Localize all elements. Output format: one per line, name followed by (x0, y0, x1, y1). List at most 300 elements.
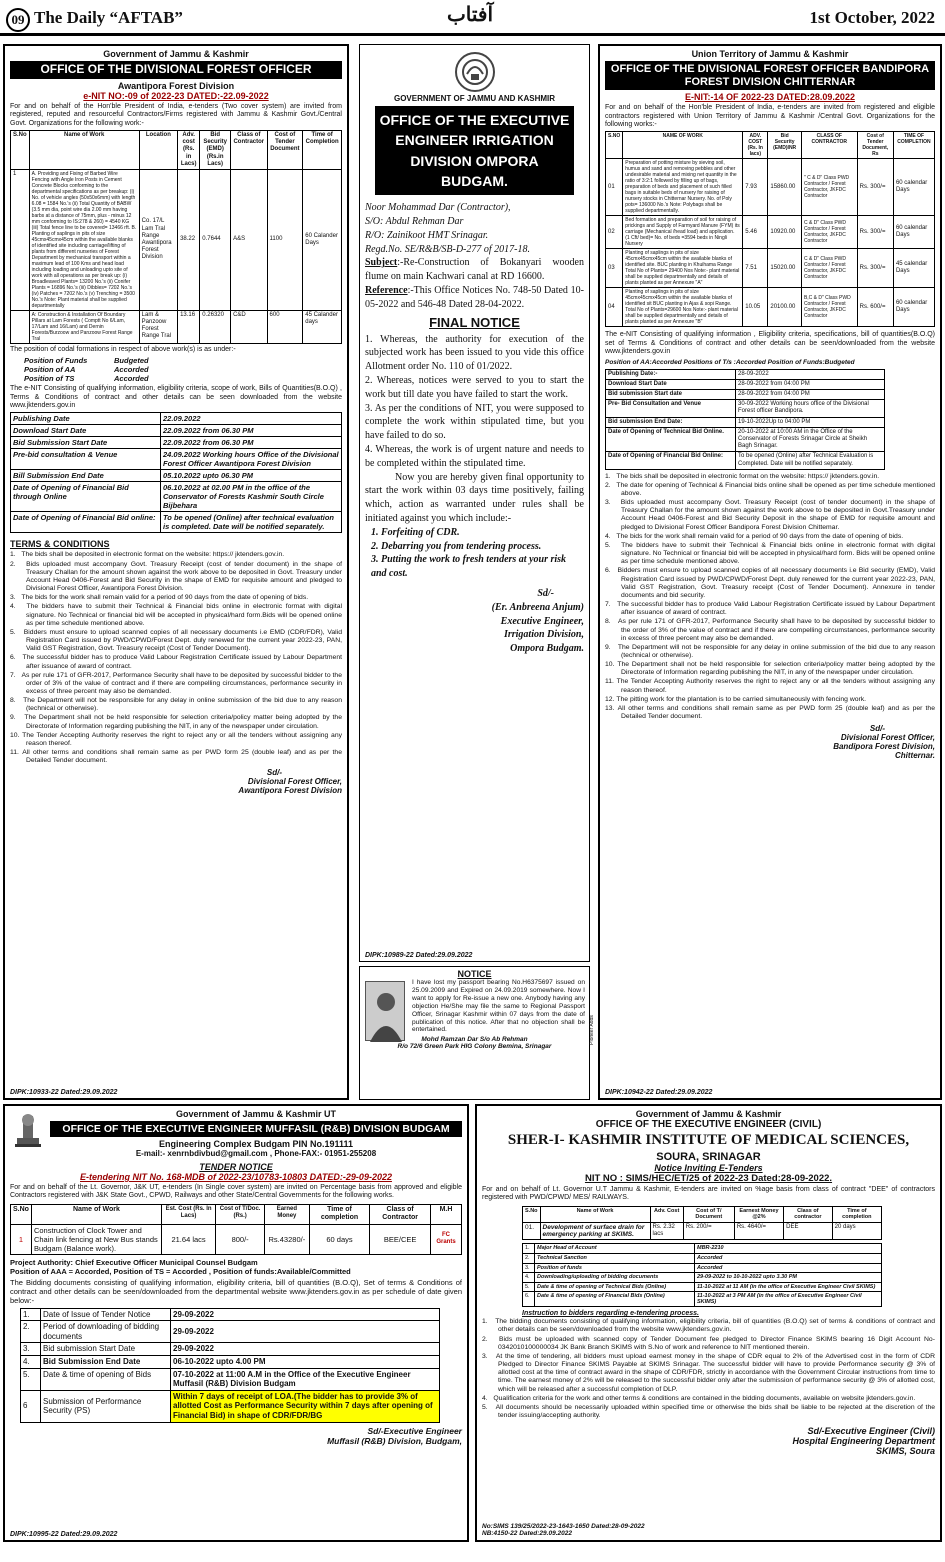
term-text: The pitting work for the plantation is to be carried simultaneously with fencing work. (616, 695, 867, 703)
dipk-number: DIPK:10989-22 Dated:29.09.2022 (365, 952, 473, 959)
table-row (606, 390, 885, 400)
list-item: 3. Bids uploaded must accompany Govt. Treasury Receipt (cost of tender document) in the shape of Treasury Challan for the amount shown against the work above to be deposited in Govt.Treasury under Account Head 0406-Forest and Bid Security Deposit in the shape of EMD for requisite amount and pledged to Divisional Forest Officer Bandipora Forest Division Chittemar. (605, 499, 935, 531)
schedule-label: Bid submission End Date: (606, 417, 736, 427)
schedule-value: 29-09-2022 (171, 1321, 440, 1343)
newspaper-name: The Daily “AFTAB” (34, 8, 183, 27)
subject-line (365, 256, 584, 284)
notice-title: NOTICE (457, 969, 492, 979)
schedule-value: 28-09-2022 from 04:00 PM (736, 379, 885, 389)
table-cell: 45 calendar Days (893, 249, 934, 288)
list-item: 10. The Tender Accepting Authority reserves the right to reject any or all the tenders without assigning any reason thereof. (10, 731, 342, 747)
letter-body (365, 201, 584, 656)
info-value: 29-09-2022 to 10-10-2022 upto 3.30 PM (695, 1273, 882, 1283)
ref-number: No:SIMS 139/25/2022-23-1643-1650 Dated:28-09-2022 (482, 1523, 645, 1530)
issue-date: 1st October, 2022 (809, 8, 935, 27)
table-cell: 800/- (216, 1224, 265, 1254)
table-cell: 60 calendar Days (893, 288, 934, 327)
signature-block (605, 724, 935, 760)
schedule-label: Period of downloading of bidding documents (41, 1321, 171, 1343)
table-cell: B,C & D" Class PWD Contractor / Forest Contractor, JKFDC Contractor (801, 288, 857, 327)
table-row (21, 1368, 440, 1390)
list-item: 2. Bids must be uploaded with scanned copy of Tender Document fee pledged to Director Finance SKIMS bearing 16 Digit Account No-0342010100000034 JK Bank Branch SKIMS with S.No of work and reference to NIT mentioned therein. (482, 1335, 935, 1351)
table-cell: Rs. 200/= (683, 1222, 734, 1239)
ad-office-title: OFFICE OF THE DIVISIONAL FOREST OFFICER (10, 61, 342, 79)
term-text: The bids shall be deposited in electronic format on the website: https:// jktenders.gov.in. (616, 472, 880, 480)
term-text: The Department shall not be held responsible for selection criteria/policy matter being adopted by the Directorate of Information regarding publishing the NIT, in any of the newspaper under circulation. (617, 661, 935, 677)
codal-value: Budgeted (114, 356, 149, 366)
instruction-text: All documents should be necessarily uploaded within specified time or otherwise the bids shall be liable to be rejected at the discretion of the tender issuing/accepting authority. (495, 1403, 935, 1420)
schedule-value: 29-09-2022 (171, 1308, 440, 1321)
table-cell: 02 (606, 216, 623, 249)
schedule-value: 30-09-2022 Working hours office of the Divisional Forest officer Bandipora. (736, 400, 885, 417)
table-cell (11, 310, 30, 343)
list-item: 1. The bidding documents consisting of qualifying information, eligibility criteria, bill of quantities (B.O.Q) set of terms & conditions of contract and other details can be seen/downloaded from the website www.jktenders.gov.in. (482, 1318, 935, 1334)
table-header: Class of contractor (784, 1206, 833, 1222)
table-header: S.No (11, 1204, 32, 1224)
addressee-line: S/O: Abdul Rehman Dar (365, 215, 464, 227)
table-row (11, 425, 342, 437)
table-cell: 20100.00 (768, 288, 802, 327)
state-emblem-icon (455, 52, 495, 92)
schedule-label: Bid submission Start date (606, 390, 736, 400)
table-cell: A: Construction & Installation Of Boundary Pillars at Lam Forests ( Comptt No 6/Lam, 17/Lam and 16/Lam) and Dernin Forests/Burzoow and Panzoow Forest Range Tral (29, 310, 139, 343)
list-item: 9. The Department shall not be held responsible for selection criteria/policy matter being adopted by the Directorate of Information regarding publishing the NIT, in any of the newspaper under circulation. (10, 714, 342, 730)
awantipora-forest-tender-ad (3, 44, 349, 1100)
info-label: Downloading/uploading of bidding documents (535, 1273, 695, 1283)
table-header: Name of Work (540, 1206, 650, 1222)
reference-numbers (482, 1523, 645, 1537)
table-row (523, 1282, 882, 1292)
table-header: S.No (523, 1206, 541, 1222)
reference-line (365, 284, 584, 312)
table-header: Name of Work (29, 130, 139, 169)
term-text: The Department shall not be held responsible for selection criteria/policy matter being adopted by the Directorate of Information regarding publishing the NIT, in any of the newspaper under circulation. (24, 714, 342, 730)
table-cell: 45 Calander days (303, 310, 342, 343)
table-cell: 0.7644 (200, 169, 231, 310)
table-cell: 60 Calander Days (303, 169, 342, 310)
signature-block (365, 587, 584, 656)
codal-list (24, 356, 342, 383)
work-table (10, 1204, 462, 1255)
instruction-list (482, 1318, 935, 1420)
codal-label: Position of Funds (24, 356, 88, 366)
table-header: Location (139, 130, 177, 169)
list-item: 3. At the time of tendering, all bidders must upload earnest money in the shape of CDR equal to 2% of the Advertised cost in the form of CDR Pledged to Director Finance SKIMS Payable at SKIMS Srinagar. The successful bidder will have to provide Performance security @ 3% of allotted cost at the time of contract award in the shape of CDR/FDR, strictly in accordance with the Government Circular instructions from time to time. The earnest money of 2% will be released to the successful bidder only after the submission of performance security @ 3% of allotted cost, which will be released after a successful completion of DLP. (482, 1352, 935, 1393)
table-header: Time of completion (309, 1204, 370, 1224)
codal-row (24, 374, 342, 383)
info-value: Accorded (695, 1263, 882, 1273)
schedule-label: Date of Opening of Financial Bid online: (11, 512, 161, 533)
table-row (606, 427, 885, 452)
info-label: Technical Sanction (535, 1253, 695, 1263)
term-text: The Tender Accepting Authority reserves the right to reject any or all the tenders without assigning any reason thereof. (616, 678, 935, 694)
reference-label: Reference (365, 284, 408, 296)
table-cell: FC Grants (431, 1224, 462, 1254)
signature-line: (Er. Anbreena Anjum) (491, 601, 584, 613)
table-header: Bid Security (EMD)INR (768, 132, 802, 159)
list-item: 6. Bidders must ensure to upload scanned copies of all necessary documents i.e Bid security (EMD), Valid Registration Card issued by PWD/CPWD/Forest Dept. duly renewed for the current year 2022-23, PAN, Valid GST Registration, Govt. Treasury receipt (Cost of Tender Document). Annexure in tender documents and bid security. (605, 567, 935, 599)
term-text: As per rule 171 of GFR-2017, Performance Security shall have to be deposited by successful bidder to the order of 3% of the value of contract and if there are compelling circumstances, performance security in excess of three percent may also be demanded. (617, 618, 935, 642)
terms-list (605, 473, 935, 722)
table-header: Earnest Money @2% (734, 1206, 783, 1222)
subject-label: Subject (365, 257, 398, 269)
list-item: 13. All other terms and conditions shall remain same as per PWD form 25 (double leaf) and as per the Detailed Tender document. (605, 704, 935, 721)
table-row (21, 1321, 440, 1343)
action-item: 3. Putting the work to fresh tenders at your risk and cost. (371, 554, 567, 580)
info-num: 6. (523, 1292, 535, 1307)
table-cell: Rs. 4640/= (734, 1222, 783, 1239)
table-row (523, 1273, 882, 1283)
schedule-value: 29-09-2022 (171, 1343, 440, 1356)
schedule-label: Publishing Date (11, 413, 161, 425)
page-number: 09 (6, 8, 30, 32)
table-header-row (11, 130, 342, 169)
schedule-value: 24.09.2022 Working hours Office of the Divisional Forest Officer Awantipora Forest Division (161, 449, 342, 470)
instruction-text: At the time of tendering, all bidders must upload earnest money in the shape of CDR equal to 2% of the Advertised cost in the form of CDR Pledged to Director Finance SKIMS Payable at SKIMS Srinagar. The successful bidder will have to provide Performance security @ 3% of allotted cost at the time of contract award in the shape of CDR/FDR, strictly in accordance with the Government Circular instructions from time to time. The earnest money of 2% will be released to the successful bidder only after the submission of performance security @ 3% of allotted cost, which will be released after a successful completion of DLP. (495, 1352, 935, 1393)
schedule-value: 28-09-2022 (736, 369, 885, 379)
table-header-row (523, 1206, 882, 1222)
ref-number: NB:4150-22 Dated:29.09.2022 (482, 1530, 572, 1537)
term-text: The bidders have to submit their Technical & Financial bids online in electronic format with digital signature. No Technical or financial bid will be accepted in physical/hard form. Bids will be opened online as per time schedule mentioned above. (621, 541, 935, 566)
subject-text: :-Re-Construction of Bokanyari wooden flume on main Kachwari canal at RD 16600. (365, 257, 584, 283)
schedule-label: Pre-bid consultation & Venue (11, 449, 161, 470)
table-cell: Rs. 600/= (857, 288, 893, 327)
term-text: The Department will not be responsible for any delay in online submission of the bid due to any reason (technical or otherwise). (23, 697, 342, 713)
table-cell: 0.26320 (200, 310, 231, 343)
schedule-value: 05.10.2022 upto 06.30 PM (161, 470, 342, 482)
institute-place: SOURA, SRINAGAR (656, 1151, 761, 1163)
signature-line: Divisional Forest Officer, (840, 733, 935, 743)
schedule-num: 1. (21, 1308, 41, 1321)
table-header: Est. Cost (Rs. In Lacs) (161, 1204, 215, 1224)
table-header: Name of Work (31, 1204, 161, 1224)
table-cell: Preparation of potting mixture by sieving soil, humus and sand and removing pebbles and other undesirable material and mixing net quantity in the ratio of 3:2:1 followed by filling up of bags, preparation of beds and placement of such filled bags in suitable beds of nursery for raising of nursery stocks in Chitternar Nursery. No. of Poly pots= 136000 No.'s Note: Polybags shall be supplied departmentally. (623, 159, 743, 216)
enit-text: The e-NIT Consisting of qualifying information , Eligibility criteria, specifications, bill of quantities(B.O.Q) set of Terms & Conditions of contract and other details can be seen/downloaded from the website www.jktenders.gov.in (605, 331, 935, 356)
project-authority: Project Authority: Chief Executive Officer Municipal Counsel Budgam (10, 1257, 258, 1267)
table-header: CLASS OF CONTRACTOR (801, 132, 857, 159)
action-item: 1. Forfeiting of CDR. (371, 526, 460, 538)
signature-block (10, 1426, 462, 1446)
table-cell: Rs.43280/- (265, 1224, 310, 1254)
table-header: Cost of Tender Document, Rs (857, 132, 893, 159)
ad-gov-line: GOVERNMENT OF JAMMU AND KASHMIR (393, 94, 556, 103)
table-cell: 60 calendar Days (893, 216, 934, 249)
dipk-number: DIPK:10942-22 Dated:29.09.2022 (605, 1089, 713, 1096)
schedule-label: Date of Opening of Technical Bid Online. (606, 427, 736, 452)
info-num: 5. (523, 1282, 535, 1292)
table-cell: Development of surface drain for emergency parking at SKIMS. (540, 1222, 650, 1239)
term-text: The bidders have to submit their Technical & Financial bids online in electronic format with digital signature. No Technical or financial bid will be accepted in physical/hard form.Bids will be opened online as per time schedule mentioned above. (26, 603, 342, 627)
notice-paragraph: 1. Whereas, the authority for execution of the subjected work has been issued to you vide this office Allotment order No. 110 of 01/2022. (365, 333, 584, 373)
term-text: All other terms and conditions shall remain same as per PWD form 25 (double leaf) and as per the Detailed Tender document. (22, 749, 342, 765)
work-table (522, 1206, 882, 1241)
table-cell: 60 calendar Days (893, 159, 934, 216)
table-header: Cost of T/ Document (683, 1206, 734, 1222)
ad-office-title: OFFICE OF THE EXECUTIVE ENGINEER IRRIGATION DIVISION OMPORA BUDGAM. (375, 106, 574, 195)
table-cell: 01. (523, 1222, 541, 1239)
signature-line: Sd/- (266, 768, 282, 778)
instruction-text: The bidding documents consisting of qualifying information, eligibility criteria, bill of quantities (B.O.Q) set of terms & conditions of contract and other details can be seen/downloaded from the website www.jktenders.gov.in. (495, 1318, 935, 1334)
notice-text: I have lost my passport bearing No.H6375697 issued on 25.09.2009 and Expired on 24.09.2019 somewhere. Now I want to apply for Re-issue a new one. Anybody having any objection He/She may file the same to Regional Passport Officer, Srinagar Kashmir within 07 days from the date of publication of this notice. After that no objection shall be entertained. (412, 979, 585, 1034)
signature-line: Sd/-Executive Engineer (Civil) (807, 1426, 935, 1437)
table-cell: 04 (606, 288, 623, 327)
table-cell: Lam & Panzoow Forest Range Tral (139, 310, 177, 343)
table-row (523, 1222, 882, 1239)
term-text: The Department will not be responsible for any delay in online submission of the bid due to any reason (technical or otherwise). (617, 643, 935, 659)
dipk-number: DIPK:10933-22 Dated:29.09.2022 (10, 1089, 118, 1096)
notice-paragraph: 2. Whereas, notices were served to you to start the work but till date you have failed to start the work. (365, 374, 584, 400)
info-value: 11-10-2022 at 3 PM AM (in the office of Executive Engineer Civil SKIMS) (695, 1292, 882, 1307)
ad-complex: Engineering Complex Budgam PIN No.191111 (158, 1139, 354, 1150)
table-header: Bid Security (EMD) (Rs.in Lacs) (200, 130, 231, 169)
notice-paragraph: Now you are hereby given final opportunity to start the work within 03 days time positively, failing which, action as warranted under rules shall be initiated against you which include:- (365, 471, 584, 524)
table-row (21, 1343, 440, 1356)
signature-line: Chitternar. (894, 751, 935, 761)
schedule-num: 5. (21, 1368, 41, 1390)
notice-paragraph: 3. As per the conditions of NIT, you were supposed to complete the work within stipulated time, but you have failed to do so. (365, 402, 584, 442)
table-cell: Planting of saplings in pits of size 45cmx45cmx45cm within the available blanks of identified sit BUC planting in Ajas & sopi Range. Total No of Plants=29600 Nos Note:- plant material shall be supplied departmentally and details of plants planted as per Annexure "B" (623, 288, 743, 327)
list-item: 1. The bids shall be deposited in electronic format on the website: https:// jktenders.gov.in. (10, 551, 285, 559)
info-value: Accorded (695, 1253, 882, 1263)
term-text: Bids uploaded must accompany Govt. Treasury Receipt (cost of tender document) in the shape of Treasury Challan for the amount shown against the work above to be deposited in Govt.Treasury under Account Head 0406-Forest and Bid Security Deposit in the shape of EMD for requisite amount and pledged to Divisional Forest Officer Bandipora Forest Division Chittemar. (620, 499, 935, 531)
table-cell: A&S (231, 169, 267, 310)
list-item: 12. The pitting work for the plantation is to be carried simultaneously with fencing work. (605, 695, 867, 703)
table-cell: C & D" Class PWD Contractor / Forest Contractor, JKFDC Contractor (801, 216, 857, 249)
schedule-num: 3. (21, 1343, 41, 1356)
work-table (10, 130, 342, 344)
term-text: Bids uploaded must accompany Govt. Treasury Receipt (cost of tender document) in the shape of Treasury Challan for the amount shown against the work above to be deposited in Govt. Treasury under Account Head 0406-Forest and Bid Security in the shape of EMD for requisite amount and pledged to Divisional Forest Officer, Awantipora Forest Division. (26, 560, 342, 593)
table-row (606, 400, 885, 417)
schedule-value: 28-09-2022 from 04:00 PM (736, 390, 885, 400)
ad-nit-number: E-tendering NIT No. 168-MDB of 2022-23/10783-10803 DATED:-29-09-2022 (80, 1172, 392, 1183)
ad-intro: For and on behalf of the Hon'ble President of India, e-tenders are invited from registered and eligible contractors registered with Union Territory of Jammu & Kashmir /Central Govt. Organizations for the following works:- (605, 104, 935, 129)
info-num: 3. (523, 1263, 535, 1273)
table-cell: Rs. 300/= (857, 249, 893, 288)
schedule-value: 07-10-2022 at 11:00 A.M in the Office of the Executive Engineer Muffasil (R&B) Division Budgam (171, 1368, 440, 1390)
pioneer-adds-label: Pioneer Adds (589, 1015, 596, 1045)
list-item: 7. The successful bidder has to produce Valid Labour Registration Certificate issued by Labour Department after issuance of award of contract. (605, 601, 935, 617)
table-cell: 600 (267, 310, 303, 343)
addressee-line: Regd.No. SE/R&B/SB-D-277 of 2017-18. (365, 243, 530, 255)
signature-line: Sd/- (869, 724, 885, 734)
table-cell: 7.51 (743, 249, 768, 288)
signature-line: Bandipora Forest Division, (833, 742, 935, 752)
table-cell: " C & D" Class PWD Contractor / Forest Contractor, JKFDC Contractor (801, 159, 857, 216)
table-header: NAME OF WORK (623, 132, 743, 159)
list-item: 4. The bids for the work shall remain valid for a period of 90 days from the date of opening of bids. (605, 532, 904, 540)
term-text: The Tender Accepting Authority reserves the right to reject any or all the tenders without assigning any reason thereof. (22, 731, 342, 747)
table-cell: C&D (231, 310, 267, 343)
schedule-label: Date of Issue of Tender Notice (41, 1308, 171, 1321)
passport-lost-notice (359, 966, 596, 1100)
signature-line: Hospital Engineering Department (792, 1436, 935, 1447)
term-text: The bids for the work shall remain valid for a period of 90 days from the date of opening of bids. (616, 532, 904, 540)
dipk-number: DIPK:10995-22 Dated:29.09.2022 (10, 1531, 118, 1538)
table-row (11, 310, 342, 343)
positions-line: Position of AAA = Accorded, Position of TS = Accorded , Position of funds:Available/Committed (10, 1266, 351, 1276)
table-header: Adv. Cost (650, 1206, 683, 1222)
notice-paragraph: 4. Whereas, the work is of urgent nature and needs to be completed within the stipulated time. (365, 443, 584, 469)
institute-name: SHER-I- KASHMIR INSTITUTE OF MEDICAL SCIENCES, (507, 1132, 910, 1148)
terms-title: TERMS & CONDITIONS (10, 539, 110, 550)
bandipora-forest-tender-ad (598, 44, 942, 1100)
skims-tender-ad (475, 1104, 942, 1542)
table-cell: A. Providing and Fixing of Barbed Wire Fencing with Angle Iron Posts in Cement Concrete Blocks conforming to the departmental specifications as per breakup: (i) No. of vehicle angles (50x50x6mm) with length 6.08 = 1584 No.'s (ii) Total Quantity of BABW (3.5 mm dia, point wire dia 2.00 mm having barbs at a distance of 75mm, plus - minus 12 mm conforming to IS:278 & 260) = 4540 KG (iii) Total fence line to be covered= 13466 rft. B. Planting of saplings in pits of size 45cmx45cmx45cm within the available blanks of identified site including carriage/lifting of plants from different nurseries of Forest Department by mechanical transport within a maximum lead of 100 Kms and head load including loading and unloading upto site of work with all operations as per break up: (i) Broadleaved Plants= 13200 No.'s (ii) Conifer Plants = 16896 No.'s (iii) Dibbles= 7202 No.'s (iv) Patches = 7202 No.'s (v) Trenching = 3500 No.'s Note: Plant material shall be supplied departmentally (29, 169, 139, 310)
table-cell: 60 days (309, 1224, 370, 1254)
schedule-value: 06.10.2022 at 02.00 PM in the office of the Conservator of Forests Kashmir South Circle Bijbehara (161, 482, 342, 512)
table-cell: DEE (784, 1222, 833, 1239)
table-row (523, 1253, 882, 1263)
term-text: The successful bidder has to produce Valid Labour Registration Certificate issued by Labour Department after issuance of award of contract. (617, 601, 935, 617)
list-item: 8. As per rule 171 of GFR-2017, Performance Security shall have to be deposited by successful bidder to the order of 3% of the value of contract and if there are compelling circumstances, performance security in excess of three percent may also be demanded. (605, 618, 935, 642)
schedule-value: 20-10-2022 at 10:00 AM in the Office of the Conservator of Forests Srinagar Circle at Sheikh Bagh Srinagar. (736, 427, 885, 452)
irrigation-final-notice-ad (359, 44, 590, 962)
schedule-value: 06-10-2022 upto 4.00 PM (171, 1356, 440, 1369)
addressee-line: R/O: Zainikoot HMT Srinagar. (365, 229, 489, 241)
table-row (606, 417, 885, 427)
list-item: 5. All documents should be necessarily uploaded within specified time or otherwise the bids shall be liable to be rejected at the discretion of the tender issuing/accepting authority. (482, 1403, 935, 1420)
ad-nit-number: NIT NO : SIMS/HEC/ET/25 of 2022-23 Dated:28-09-2022. (584, 1173, 833, 1184)
schedule-label: Bid submission Start Date (41, 1343, 171, 1356)
schedule-value: 19-10-2022Up to 04:00 PM (736, 417, 885, 427)
schedule-value: To be opened (Online) after Technical Evaluation is Completed. Date will be notified separately. (736, 452, 885, 469)
schedule-label: Bill Submission End Date (11, 470, 161, 482)
enit-text: The e-NIT Consisting of qualifying information, eligibility criteria, scope of work, Bills of Quantities(B.O.Q) , Terms & Conditions of contract and other details can be seen downloaded from the website www.jktenders.gov.in (10, 385, 342, 410)
table-row (11, 169, 342, 310)
signature-line: Sd/- (537, 587, 554, 599)
table-header-row (11, 1204, 462, 1224)
list-item: 10. The Department shall not be held responsible for selection criteria/policy matter being adopted by the Directorate of Information regarding publishing the NIT, in any of the newspaper under circulation. (605, 661, 935, 677)
list-item: 7. As per rule 171 of GFR-2017, Performance Security shall have to be deposited by successful bidder to the order of 3% of the value of contract and if there are compelling circumstances, performance security in excess of three percent may also be demanded. (10, 671, 342, 695)
work-table (605, 131, 935, 327)
table-header: M.H (431, 1204, 462, 1224)
list-item: 5. The bidders have to submit their Technical & Financial bids online in electronic format with digital signature. No Technical or financial bid will be accepted in physical/hard form. Bids will be opened online as per time schedule mentioned above. (605, 541, 935, 566)
info-num: 4. (523, 1273, 535, 1283)
ad-division: Awantipora Forest Division (117, 80, 235, 91)
codal-label: Position of TS (24, 374, 75, 384)
term-text: The date for opening of Technical & Financial bids online shall be opened as per time schedule mentioned above. (616, 481, 935, 497)
table-cell: Bed formation and preparation of soil for raising of prickings and Supply of Farmyard Manure (FYM) its carriage (Mechanical /head load) and application. (1 Cft/ bed)= No. of beds =3594 beds in Ningli Nursery (623, 216, 743, 249)
tender-notice-title: TENDER NOTICE (199, 1162, 273, 1173)
signature-line: Executive Engineer, (500, 615, 584, 627)
table-header: Class of Contractor (370, 1204, 431, 1224)
newspaper-logo: آفتاب (446, 2, 494, 26)
table-header: S.NO (606, 132, 623, 159)
instruction-title: Instruction to bidders regarding e-tendering process. (522, 1310, 699, 1318)
notice-address: R/o 72/6 Green Park HIG Colony Bemina, Srinagar (397, 1043, 552, 1051)
schedule-value: 22.09.2022 from 06.30 PM (161, 437, 342, 449)
ad-intro: For and on behalf of the Lt. Governor, J&K UT, e-tenders (In Single cover system) are invited on Percentage basis from approved and eligible Contractors registered with J&K State Govt., CPWD, Railways and other State/Central Governments for the following works. (10, 1184, 462, 1200)
masthead (0, 0, 945, 36)
ad-gov-line: Government of Jammu & Kashmir (103, 49, 249, 59)
table-row (606, 288, 935, 327)
positions-line: Position of AA:Accorded Positions of T/s :Accorded Position of Funds:Budgeted (605, 358, 855, 366)
table-cell: 5.46 (743, 216, 768, 249)
table-row (606, 452, 885, 469)
term-text: The successful bidder has to produce Valid Labour Registration Certificate issued by Labour Department after issuance of award of contract. (22, 654, 342, 670)
terms-list (10, 551, 342, 765)
table-row (523, 1244, 882, 1254)
final-notice-title: FINAL NOTICE (429, 314, 520, 330)
instruction-text: Qualification criteria for the work and other terms & conditions are contained in the bidding documents, available on website jktenders.gov.in. (493, 1394, 916, 1402)
instruction-text: Bids must be uploaded with scanned copy of Tender Document fee pledged to Director Finance SKIMS bearing 16 Digit Account No-0342010100000034 JK Bank Branch SKIMS with S.No of work and reference to NIT mentioned therein. (498, 1335, 935, 1351)
schedule-label: Date of Opening of Financial Bid Online: (606, 452, 736, 469)
table-cell: 1 (11, 169, 30, 310)
schedule-table (10, 412, 342, 533)
info-label: Major Head of Account (535, 1244, 695, 1254)
national-emblem-icon (11, 1112, 45, 1154)
table-header: Adv. cost (Rs. in Lacs) (178, 130, 200, 169)
signature-line: Awantipora Forest Division (238, 786, 342, 796)
table-row (11, 1224, 462, 1254)
schedule-num: 6 (21, 1390, 41, 1422)
table-cell: C & D" Class PWD Contractor / Forest Contractor, JKFDC Contractor (801, 249, 857, 288)
table-header: Cost of T/Doc. (Rs.) (216, 1204, 265, 1224)
info-num: 2. (523, 1253, 535, 1263)
info-table (522, 1243, 882, 1307)
info-num: 1. (523, 1244, 535, 1254)
ad-nit-number: E-NIT:-14 OF 2022-23 DATED:28.09.2022 (685, 92, 855, 103)
table-header: Time of completion (832, 1206, 881, 1222)
table-row (523, 1292, 882, 1307)
table-row (11, 413, 342, 425)
schedule-value: To be opened (Online) after technical evaluation is completed. Date will be notified separately. (161, 512, 342, 533)
table-cell: 1100 (267, 169, 303, 310)
codal-label: Position of AA (24, 365, 76, 375)
table-cell: 38.22 (178, 169, 200, 310)
table-cell: 21.64 lacs (161, 1224, 215, 1254)
table-row (606, 216, 935, 249)
ad-office-title: OFFICE OF THE EXECUTIVE ENGINEER MUFFASIL (R&B) DIVISION BUDGAM (50, 1121, 462, 1137)
ad-intro: For and on behalf of Lt. Governor U.T Jammu & Kashmir, E-tenders are invited on %age basis from class of contract "DEE" of contractors registered with PWD/CPWD/ MES/ RAILWAYS. (482, 1186, 935, 1202)
table-cell: 01 (606, 159, 623, 216)
table-row (21, 1390, 440, 1422)
signature-line: Irrigation Division, (503, 629, 584, 641)
schedule-label: Publishing Date:- (606, 369, 736, 379)
muffasil-rb-tender-ad (3, 1104, 469, 1542)
term-text: The bids for the work shall remain valid for a period of 90 days from the date of opening of bids. (21, 594, 309, 602)
signature-block (10, 768, 342, 795)
codal-row (24, 356, 342, 365)
list-item: 9. The Department will not be responsible for any delay in online submission of the bid due to any reason (technical or otherwise). (605, 643, 935, 659)
ad-ut-line: Union Territory of Jammu & Kashmir (691, 49, 849, 59)
ad-office-title: OFFICE OF THE DIVISIONAL FOREST OFFICER BANDIPORA FOREST DIVISION CHITTERNAR (605, 61, 935, 90)
schedule-label: Date of Opening of Financial Bid through Online (11, 482, 161, 512)
notice-inviting: Notice Inviting E-Tenders (654, 1163, 763, 1173)
table-cell: 15860.00 (768, 159, 802, 216)
list-item: 4. Qualification criteria for the work and other terms & conditions are contained in the bidding documents, available on website jktenders.gov.in. (482, 1394, 916, 1402)
schedule-label: Pre- Bid Consultation and Venue (606, 400, 736, 417)
table-row (11, 449, 342, 470)
list-item: 11. All other terms and conditions shall remain same as per PWD form 25 (double leaf) and as per the Detailed Tender document. (10, 749, 342, 765)
term-text: The bids shall be deposited in electronic format on the website: https:// jktenders.gov.in. (21, 551, 285, 559)
action-item: 2. Debarring you from tendering process. (371, 540, 542, 552)
list-item: 8. The Department will not be responsible for any delay in online submission of the bid due to any reason (technical or otherwise). (10, 697, 342, 713)
table-row (11, 482, 342, 512)
list-item: 11. The Tender Accepting Authority reserves the right to reject any or all the tenders without assigning any reason thereof. (605, 678, 935, 694)
table-header: Time of Completion (303, 130, 342, 169)
schedule-num: 2. (21, 1321, 41, 1343)
signature-line: Ompora Budgam. (510, 643, 584, 655)
schedule-label: Download Start Date (11, 425, 161, 437)
signature-line: SKIMS, Soura (875, 1446, 935, 1457)
codal-intro: The position of codal formations in respect of above work(s) is as under:- (10, 345, 236, 353)
table-row (11, 437, 342, 449)
ad-intro: For and on behalf of the Hon'ble President of India, e-tenders (Two cover system) are invited from registered, reputed and resourceful Contractors/Firms registered with Jammu & Kashmir Govt./Central Govt. Organizations for the following work:- (10, 102, 342, 127)
table-header: ADV. COST (Rs. In lacs) (743, 132, 768, 159)
schedule-table (20, 1308, 440, 1423)
term-text: All other terms and conditions shall remain same as per PWD form 25 (double leaf) and as per the Detailed Tender document. (617, 704, 935, 721)
